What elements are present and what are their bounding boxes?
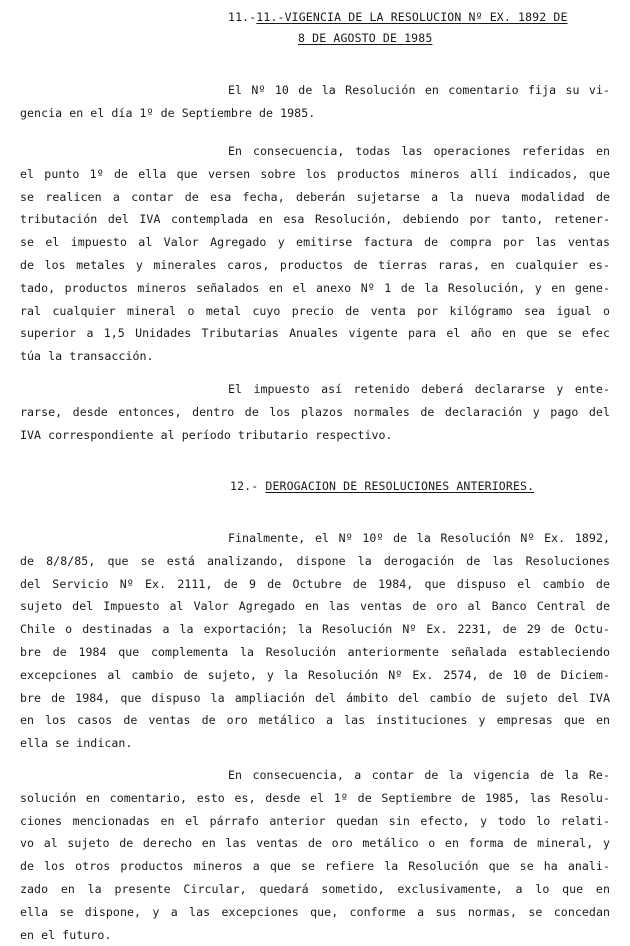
section-12-heading: [230, 479, 534, 493]
paragraph-line: se el impuesto al Valor Agregado y emitirse factura de compra por las ventas: [20, 235, 610, 250]
paragraph-line: bre de 1984, que dispuso la ampliación del ámbito del cambio de sujeto del IVA: [20, 690, 610, 705]
paragraph-line: gencia en el día 1º de Septiembre de 1985.: [20, 105, 316, 120]
paragraph-line: superior a 1,5 Unidades Tributarias Anuales vigente para el año en que se efec: [20, 326, 610, 341]
section-11-number: 11.-: [228, 10, 257, 24]
section-11-heading-line2: 8 DE AGOSTO DE 1985: [298, 31, 433, 45]
paragraph-line: de los metales y minerales caros, productos de tierras raras, en cualquier es-: [20, 257, 610, 272]
paragraph-line: el punto 1º de ella que versen sobre los productos mineros allí indicados, que: [20, 166, 610, 181]
paragraph-line: túa la transacción.: [20, 349, 154, 364]
paragraph-line: excepciones al cambio de sujeto, y la Resolución Nº Ex. 2574, de 10 de Diciem-: [20, 667, 610, 682]
paragraph-line: tributación del IVA contemplada en esa Resolución, debiendo por tanto, retener-: [20, 212, 610, 227]
paragraph-3: [20, 378, 610, 446]
paragraph-line: de los otros productos mineros a que se refiere la Resolución que se ha anali-: [20, 859, 610, 874]
paragraph-line: ral cualquier mineral o metal cuyo precio de venta por kilógramo sea igual o: [20, 303, 610, 318]
paragraph-line: sujeto del Impuesto al Valor Agregado en las ventas de oro al Banco Central de: [20, 599, 610, 614]
paragraph-line: En consecuencia, todas las operaciones referidas en: [228, 144, 610, 158]
paragraph-4: [20, 527, 610, 755]
section-11-heading-line1: [228, 10, 568, 24]
paragraph-line: tado, productos mineros señalados en el anexo Nº 1 de la Resolución, y en gene-: [20, 280, 610, 295]
section-12-title: DEROGACION DE RESOLUCIONES ANTERIORES.: [265, 479, 535, 493]
paragraph-line: En consecuencia, a contar de la vigencia de la Re-: [228, 768, 610, 782]
section-12-number: 12.-: [230, 479, 259, 493]
paragraph-5: [20, 764, 610, 946]
paragraph-line: en los casos de ventas de oro metálico a las instituciones y empresas que en: [20, 713, 610, 728]
paragraph-line: ciones mencionadas en el párrafo anterior quedan sin efecto, y todo lo relati-: [20, 813, 610, 828]
paragraph-line: El impuesto así retenido deberá declararse y ente-: [228, 382, 610, 396]
paragraph-2: [20, 140, 610, 368]
paragraph-line: solución en comentario, esto es, desde el 1º de Septiembre de 1985, las Resolu-: [20, 790, 610, 805]
paragraph-line: de 8/8/85, que se está analizando, dispone la derogación de las Resoluciones: [20, 553, 610, 568]
paragraph-line: ella se dispone, y a las excepciones que, conforme a sus normas, se concedan: [20, 904, 610, 919]
paragraph-line: en el futuro.: [20, 927, 112, 942]
paragraph-line: ella se indican.: [20, 736, 133, 751]
section-11-title-text: 11.-VIGENCIA DE LA RESOLUCION Nº EX. 1892 DE: [256, 10, 568, 24]
paragraph-1: [20, 79, 610, 125]
paragraph-line: Chile o destinadas a la exportación; la Resolución Nº Ex. 2231, de 29 de Octu-: [20, 622, 610, 637]
paragraph-line: El Nº 10 de la Resolución en comentario fija su vi-: [228, 83, 610, 97]
paragraph-line: se realicen a contar de esa fecha, deberán sujetarse a la nueva modalidad de: [20, 189, 610, 204]
paragraph-line: Finalmente, el Nº 10º de la Resolución Nº Ex. 1892,: [228, 531, 610, 545]
paragraph-line: rarse, desde entonces, dentro de los plazos normales de declaración y pago del: [20, 404, 610, 419]
paragraph-line: IVA correspondiente al período tributario respectivo.: [20, 427, 393, 442]
paragraph-line: del Servicio Nº Ex. 2111, de 9 de Octubre de 1984, que dispuso el cambio de: [20, 576, 610, 591]
paragraph-line: vo al sujeto de derecho en las ventas de oro metálico o en forma de mineral, y: [20, 836, 610, 851]
paragraph-line: bre de 1984 que complementa la Resolución anteriormente señalada estableciendo: [20, 644, 610, 659]
paragraph-line: zado en la presente Circular, quedará sometido, exclusivamente, a lo que en: [20, 881, 610, 896]
